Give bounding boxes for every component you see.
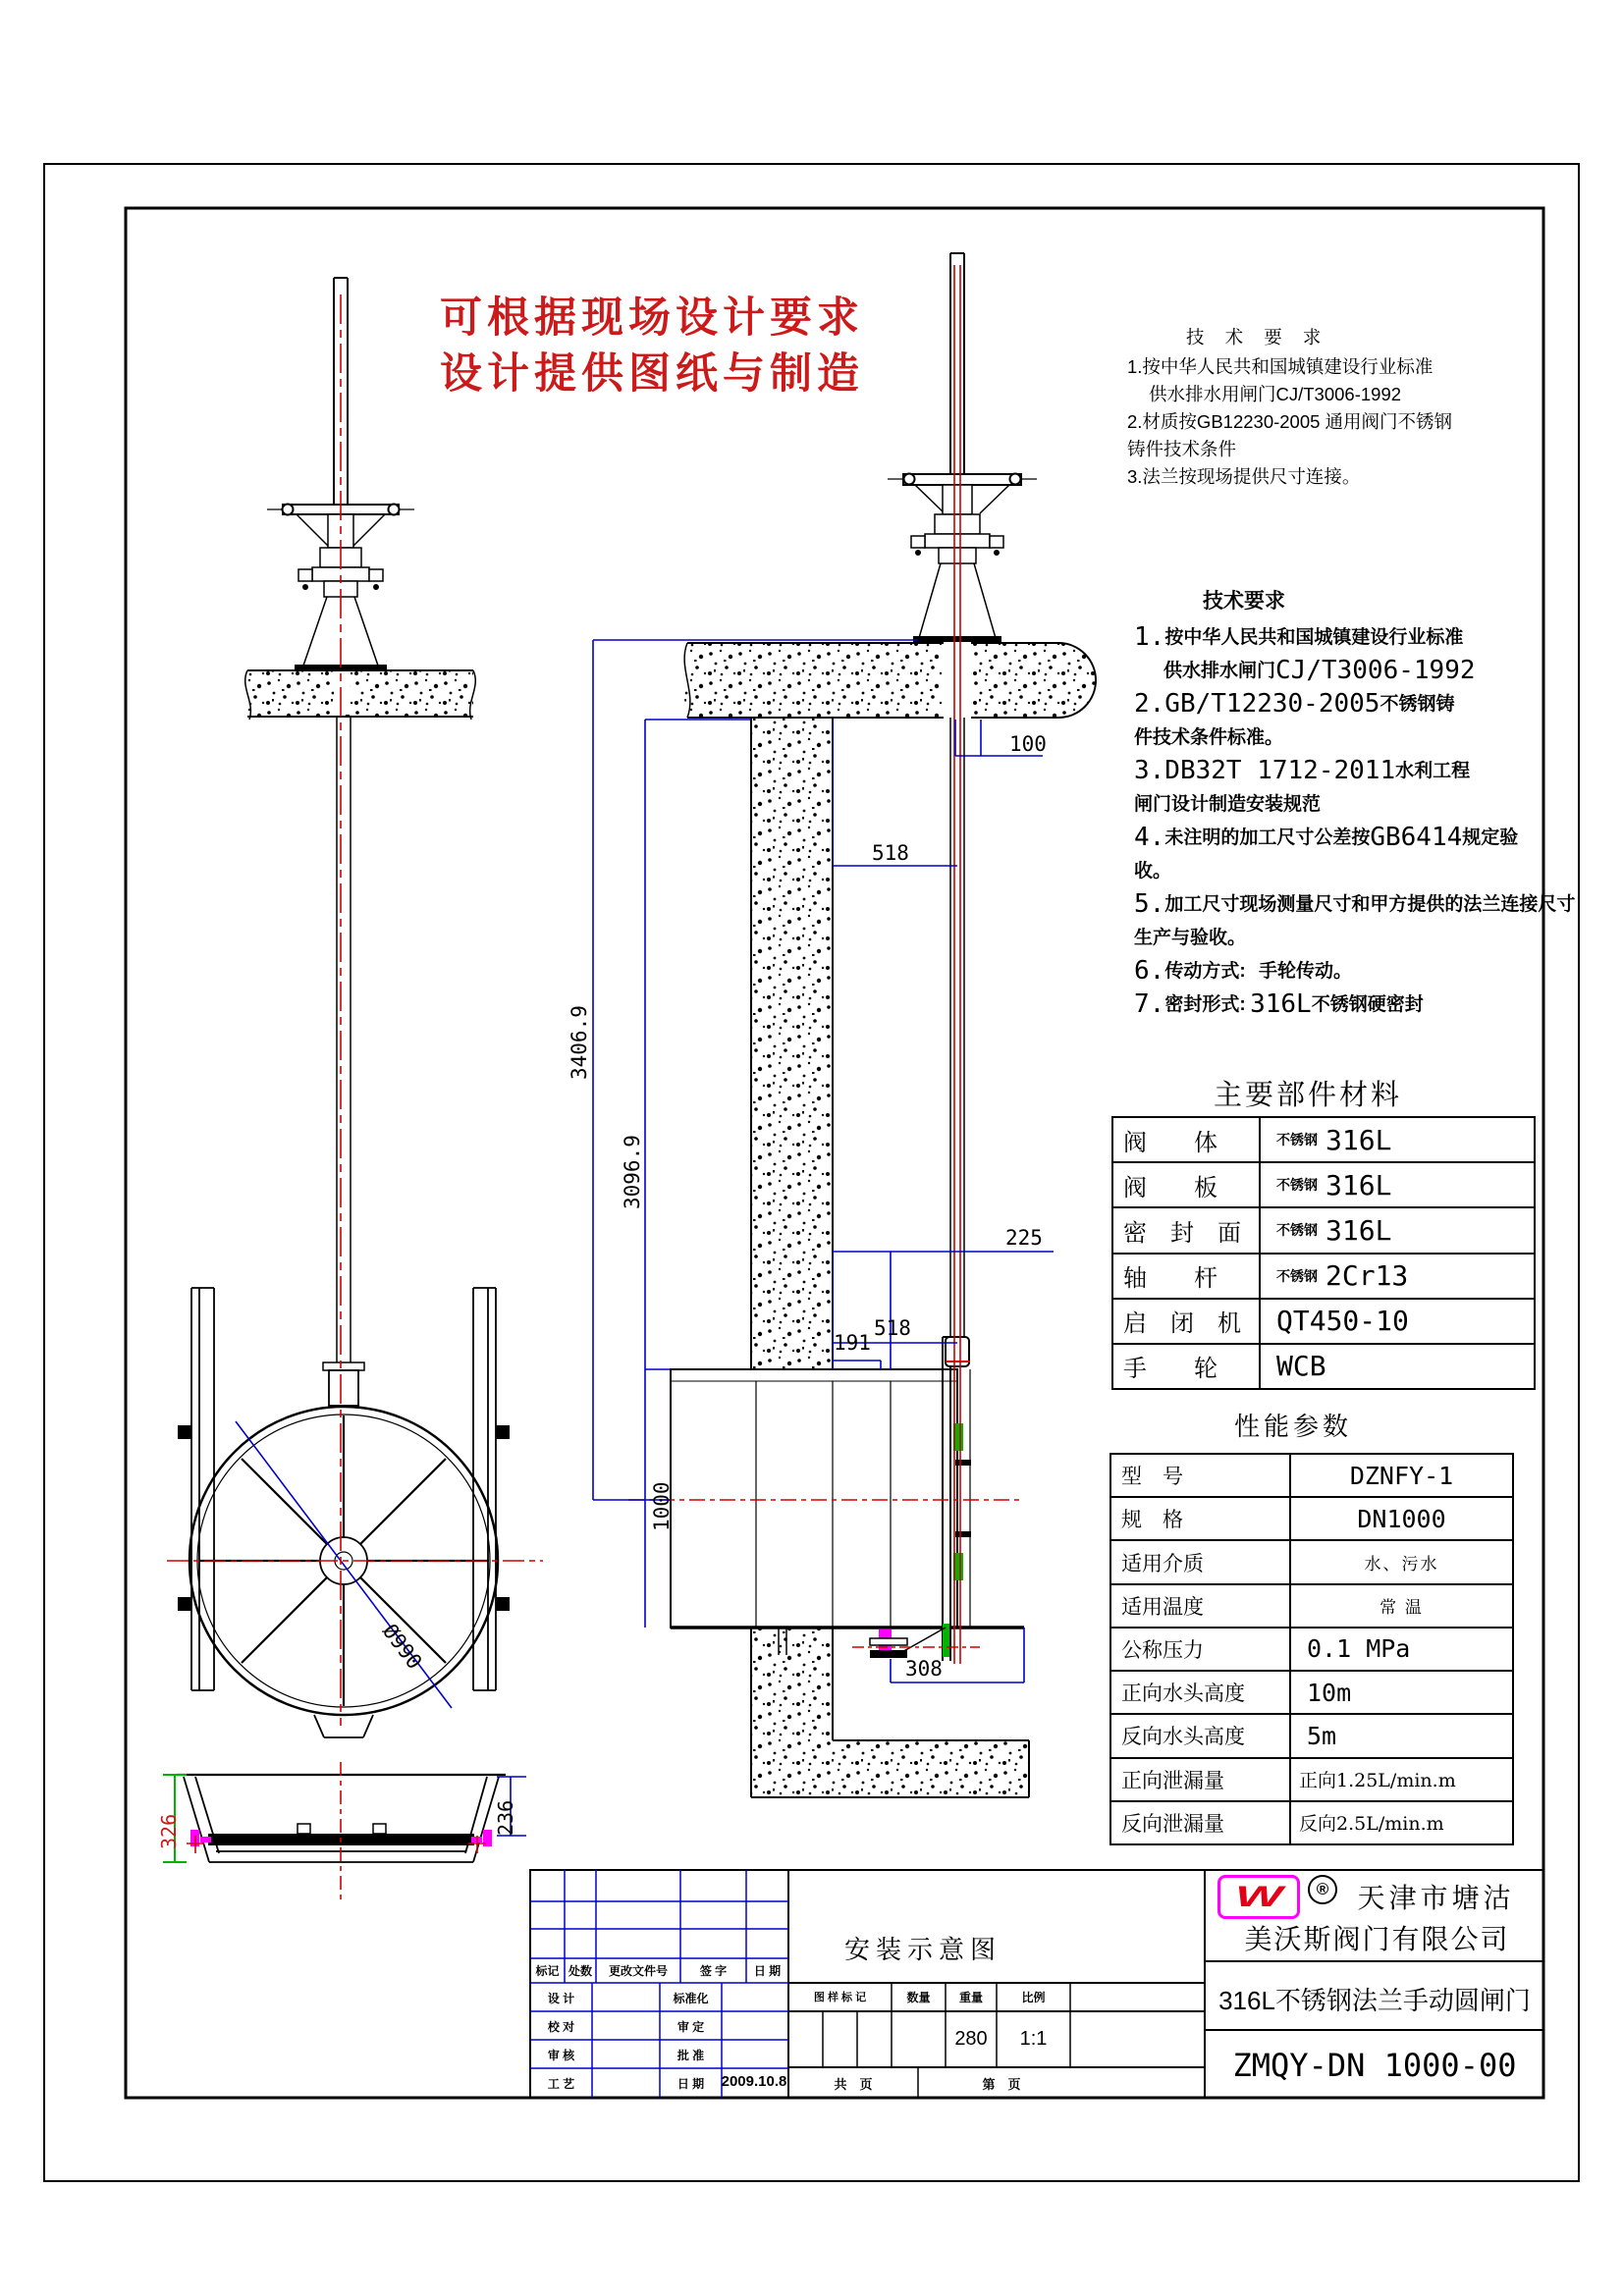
drawing-number: ZMQY-DN 1000-00 [1232, 2047, 1517, 2084]
plan-view [163, 1775, 526, 1862]
performance-table-title: 性能参数 [1233, 1412, 1352, 1441]
dim-label-326: 326 [157, 1813, 181, 1849]
table-row: 公称压力 0.1 MPa [1111, 1629, 1512, 1672]
tech-requirements-main [1134, 585, 1576, 1023]
materials-table-title: 主要部件材料 [1213, 1080, 1402, 1111]
tech-req-line: 7.密封形式: 316L不锈钢硬密封 [1134, 989, 1424, 1019]
tech-req-top-line: 铸件技术条件 [1127, 439, 1237, 459]
tech-req-line: 3.DB32T 1712-2011水利工程 [1134, 756, 1471, 785]
table-row: 规 格 DN1000 [1111, 1498, 1512, 1541]
dim-label-308: 308 [905, 1657, 943, 1681]
sign-approve2: 批 准 [676, 2049, 705, 2062]
table-row: 启 闭 机 QT450-10 [1113, 1300, 1534, 1345]
sign-approve1: 审 定 [676, 2020, 705, 2034]
scale-value: 1:1 [1019, 2028, 1048, 2050]
table-row: 密 封 面 不锈钢 316L [1113, 1208, 1534, 1254]
company-name: 美沃斯阀门有限公司 [1244, 1924, 1510, 1954]
sign-process: 工 艺 [547, 2077, 575, 2091]
dim-label-diameter-990: Ø990 [377, 1620, 427, 1674]
table-row: 反向泄漏量 反向2.5L/min.m [1111, 1802, 1512, 1843]
registered-trademark-icon: ® [1308, 1875, 1337, 1904]
table-row: 正向泄漏量 正向1.25L/min.m [1111, 1759, 1512, 1802]
section-view [671, 253, 1096, 1797]
dim-label-191: 191 [834, 1331, 871, 1355]
tech-req-line: 6.传动方式: 手轮传动。 [1134, 956, 1352, 986]
tech-req-line: 收。 [1134, 861, 1172, 881]
table-row: 适用介质 水、污水 [1111, 1541, 1512, 1584]
tech-req-main-title: 技术要求 [1203, 590, 1285, 613]
sheet-total-label: 共 页 [834, 2077, 873, 2092]
sign-check: 校 对 [547, 2020, 575, 2034]
tech-req-line: 闸门设计制造安装规范 [1134, 794, 1322, 815]
weight-header: 重量 [958, 1991, 983, 2004]
dim-label-3406: 3406.9 [568, 1005, 591, 1080]
sheet-no-label: 第 页 [982, 2077, 1021, 2092]
mark-header: 图 样 标 记 [813, 1992, 867, 2003]
tech-req-line: 5.加工尺寸现场测量尺寸和甲方提供的法兰连接尺寸 [1134, 889, 1576, 919]
sign-review: 审 核 [547, 2049, 575, 2062]
promo-note [440, 291, 864, 402]
rev-header-count: 处数 [568, 1964, 592, 1978]
rev-header-mark: 标记 [535, 1964, 560, 1978]
table-row: 手 轮 WCB [1113, 1345, 1534, 1388]
company-city: 天津市塘沽 [1357, 1883, 1515, 1913]
product-title: 316L不锈钢法兰手动圆闸门 [1218, 1986, 1531, 2015]
table-row: 轴 杆 不锈钢 2Cr13 [1113, 1255, 1534, 1300]
dim-label-3096: 3096.9 [621, 1135, 644, 1209]
dim-label-236: 236 [494, 1799, 517, 1836]
table-row: 适用温度 常 温 [1111, 1585, 1512, 1629]
tech-req-line: 生产与验收。 [1134, 928, 1247, 948]
weight-value: 280 [954, 2028, 988, 2050]
dim-label-1000: 1000 [650, 1481, 674, 1531]
tech-req-top-line: 供水排水用闸门CJ/T3006-1992 [1149, 384, 1402, 404]
tech-requirements-top [1127, 324, 1559, 491]
dim-label-518-mid: 518 [874, 1316, 911, 1340]
front-elevation-view [245, 278, 476, 1370]
dim-label-100: 100 [1009, 732, 1047, 756]
tech-req-top-line: 1.按中华人民共和国城镇建设行业标准 [1127, 356, 1434, 377]
date-value: 2009.10.8 [721, 2073, 787, 2090]
gate-circle-view [178, 1288, 510, 1737]
rev-header-docno: 更改文件号 [608, 1964, 668, 1978]
tech-req-top-line: 3.法兰按现场提供尺寸连接。 [1127, 466, 1361, 487]
table-row: 正向水头高度 10m [1111, 1672, 1512, 1715]
table-row: 阀 板 不锈钢 316L [1113, 1163, 1534, 1208]
sign-standard: 标准化 [673, 1992, 709, 2005]
sign-design: 设 计 [547, 1992, 575, 2005]
sign-date-label: 日 期 [676, 2077, 705, 2091]
performance-table [1109, 1453, 1514, 1845]
materials-table [1111, 1116, 1536, 1390]
promo-line2: 设计提供图纸与制造 [440, 350, 864, 398]
tech-req-line: 件技术条件标准。 [1134, 727, 1284, 748]
dim-label-518-top: 518 [872, 841, 909, 865]
table-row: 阀 体 不锈钢 316L [1113, 1118, 1534, 1163]
company-logo: W [1217, 1875, 1300, 1919]
dim-label-225: 225 [1005, 1226, 1043, 1250]
table-row: 反向水头高度 5m [1111, 1715, 1512, 1758]
rev-header-date: 日 期 [753, 1964, 782, 1978]
drawing-name: 安装示意图 [843, 1935, 1001, 1964]
table-row: 型 号 DZNFY-1 [1111, 1455, 1512, 1498]
tech-req-line: 2.GB/T12230-2005不锈钢铸 [1134, 689, 1455, 719]
title-block-grid [530, 1870, 788, 2098]
scale-header: 比例 [1021, 1991, 1046, 2004]
qty-header: 数量 [906, 1991, 931, 2004]
tech-req-line: 1.按中华人民共和国城镇建设行业标准 [1134, 622, 1464, 652]
tech-req-top-line: 2.材质按GB12230-2005 通用阀门不锈钢 [1127, 411, 1453, 432]
promo-line1: 可根据现场设计要求 [440, 294, 864, 342]
rev-header-signature: 签 字 [699, 1964, 728, 1978]
tech-req-line: 供水排水闸门CJ/T3006-1992 [1163, 656, 1476, 685]
tech-req-line: 4.未注明的加工尺寸公差按GB6414规定验 [1134, 823, 1519, 852]
tech-req-top-title: 技 术 要 求 [1186, 327, 1329, 347]
